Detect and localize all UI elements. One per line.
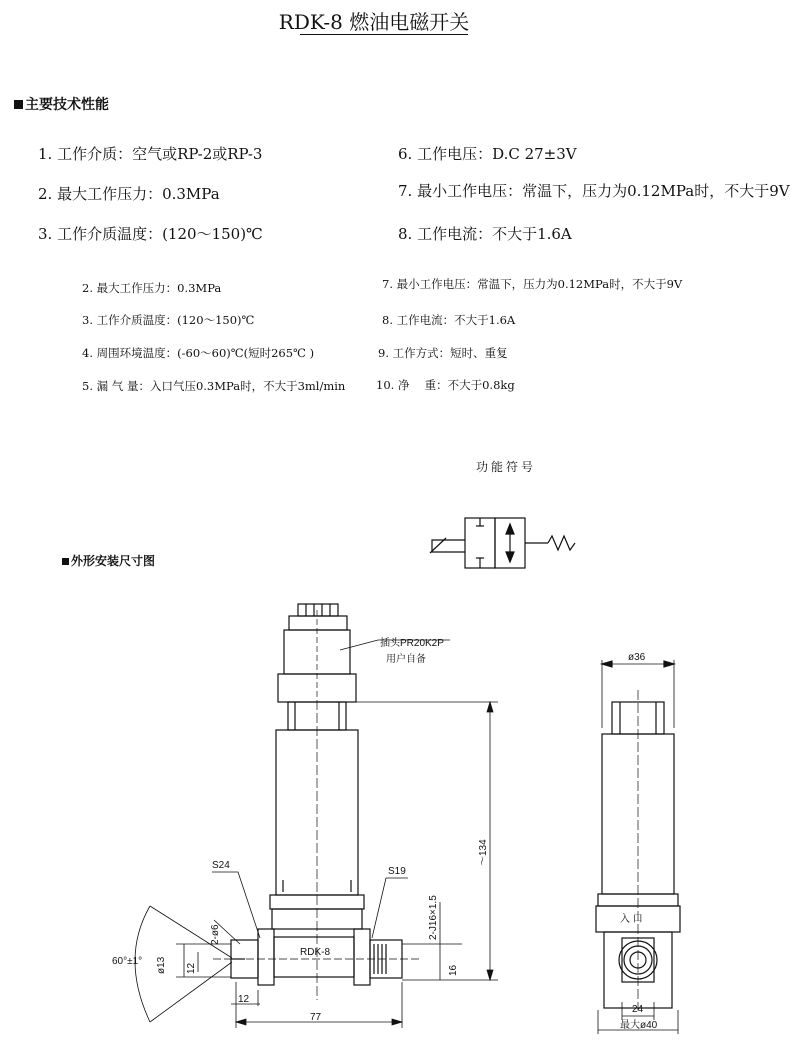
spec-item: 2. 最大工作压力：0.3MPa	[38, 185, 220, 203]
symbol-title: 功能符号	[476, 460, 537, 474]
connector-plug-icon	[278, 604, 356, 702]
valve-symbol-icon	[430, 518, 575, 568]
section-title: 主要技术性能	[25, 97, 109, 113]
section-title: 外形安装尺寸图	[71, 554, 156, 568]
s24-label: S24	[212, 860, 230, 871]
spec-item: 1. 工作介质：空气或RP-2或RP-3	[38, 145, 263, 163]
spec-item: 10. 净 重：不大于0.8kg	[376, 378, 515, 392]
spec-item: 2. 最大工作压力：0.3MPa	[82, 281, 222, 295]
d12-vertical-label: 12	[186, 962, 197, 974]
hole-dim-label: 2-ø6	[210, 924, 221, 945]
d24-label: 24	[632, 1004, 644, 1015]
angle-label: 60°±1°	[112, 956, 143, 967]
spec-item: 8. 工作电流：不大于1.6A	[398, 225, 572, 243]
spec-item: 9. 工作方式：短时、重复	[378, 346, 508, 360]
side-view	[596, 660, 680, 1034]
d134-label: ～134	[478, 839, 489, 866]
dmax-label: 最大ø40	[620, 1020, 658, 1031]
s19-label: S19	[388, 866, 406, 877]
spec-item: 3. 工作介质温度：(120～150)℃	[82, 313, 255, 327]
plug-sub-label: 用户自备	[386, 654, 426, 665]
spec-item: 5. 漏 气 量：入口气压0.3MPa时，不大于3ml/min	[82, 379, 346, 393]
spec-item: 8. 工作电流：不大于1.6A	[382, 313, 516, 327]
thread-label: 2-J16×1.5	[428, 895, 439, 940]
spec-item: 4. 周围环境温度：(-60～60)℃(短时265℃ )	[82, 346, 315, 360]
spec-item: 3. 工作介质温度：(120～150)℃	[38, 225, 263, 243]
model-label: RDK-8	[300, 947, 331, 958]
spec-item: 6. 工作电压：D.C 27±3V	[398, 145, 577, 163]
d16-label: 16	[448, 964, 459, 976]
d12-horizontal-label: 12	[238, 994, 250, 1005]
d36-label: ø36	[628, 652, 646, 663]
inlet-label: 入 口	[620, 914, 643, 925]
spec-item: 7. 最小工作电压：常温下，压力为0.12MPa时，不大于9V	[382, 277, 683, 291]
d77-label: 77	[310, 1012, 322, 1023]
plug-label: 插头PR20K2P	[380, 638, 444, 649]
d13-label: ø13	[156, 956, 167, 974]
spec-item: 7. 最小工作电压：常温下，压力为0.12MPa时，不大于9V	[398, 182, 790, 200]
document-title: RDK-8 燃油电磁开关	[278, 10, 470, 34]
